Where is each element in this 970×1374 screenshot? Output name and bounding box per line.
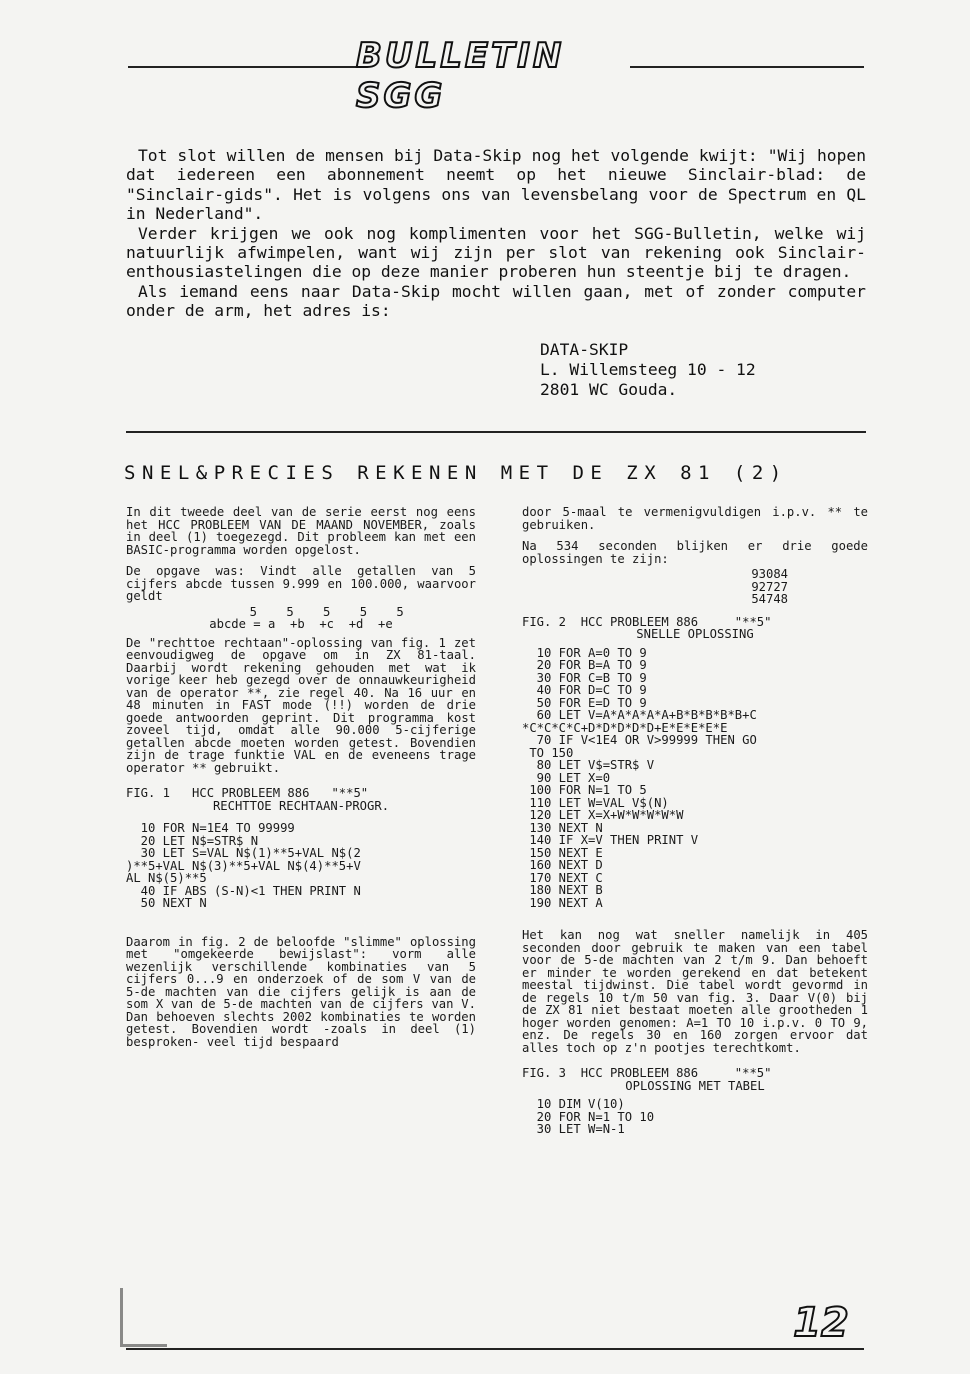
article-title: SNEL&PRECIES REKENEN MET DE ZX 81 (2) <box>124 462 788 484</box>
figure-caption: FIG. 1 HCC PROBLEEM 886 "**5" <box>126 786 369 800</box>
article-paragraph: De "rechttoe rechtaan"-oplossing van fig. 1 zet eenvoudigweg de opgave om in ZX 81-taal. Daarbij wordt rekening gehouden met wat ik vorige keer heb gezegd over de onnauwkeurigheid van de operator **, zie regel 40. Na 16 uur en 48 minuten in FAST mode (!!) worden de drie goede antwoorden geprint. Dit programma kost zoveel tijd, omdat alle 90.000 5-cijferige getallen abcde moeten worden getest. Bovendien zijn de trage funktie VAL en de eveneens trage operator ** gebruikt. <box>126 635 476 775</box>
article-column-left <box>126 506 476 1051</box>
address-line: DATA-SKIP <box>540 340 629 359</box>
article-paragraph: Na 534 seconden blijken er drie goede oplossingen te zijn: <box>522 539 868 566</box>
article-paragraph: Daarom in fig. 2 de beloofde "slimme" oplossing met "omgekeerde bewijslast": vorm alle wezenlijk verschillende kombinaties van 5 cijfers 0...9 en onderzoek of de som V van de 5-de machten van die cijfers gelijk is aan de som X van de 5-de machten van de cijfers van V. Dan behoeven slechts 2002 kombinaties te worden getest. Bovendien wordt -zoals in deel (1) besproken- veel tijd bespaard <box>126 934 476 1049</box>
footer-decoration <box>120 1288 167 1347</box>
figure-subtitle: OPLOSSING MET TABEL <box>625 1078 765 1093</box>
bulletin-logo <box>356 36 630 116</box>
article-paragraph: door 5-maal te vermenigvuldigen i.p.v. ** te gebruiken. <box>522 505 868 532</box>
code-listing: 10 FOR A=0 TO 9 20 FOR B=A TO 9 30 FOR C=B TO 9 40 FOR D=C TO 9 50 FOR E=D TO 9 60 LET V=A*A*A*A*A+B*B*B*B*B+C *C*C*C*C+D*D*D*D*D+E*E*E*E*E 70 IF V<1E4 OR V>99999 THEN GO TO 150 80 LET V$=STR$ V 90 LET X=0 100 FOR N=1 TO 5 110 LET W=VAL V$(N) 120 LET X=X+W*W*W*W*W 130 NEXT N 140 IF X=V THEN PRINT V 150 NEXT E 160 NEXT D 170 NEXT C 180 NEXT B 190 NEXT A <box>522 645 757 910</box>
article-paragraph: Het kan nog wat sneller namelijk in 405 seconden door gebruik te maken van een tabel voor de 5-de machten van 2 t/m 9. Dan behoeft er minder te worden gerekend en dat betekent meestal tijdwinst. Die tabel wordt gevormd in de regels 10 t/m 50 van fig. 3. Daar V(0) bij de ZX 81 niet bestaat moeten alle grootheden 1 hoger worden genomen: A=1 TO 10 i.p.v. 0 TO 9, enz. De regels 30 en 160 zorgen ervoor dat alles toch op z'n pootjes terechtkomt. <box>522 928 868 1055</box>
code-listing: 10 FOR N=1E4 TO 99999 20 LET N$=STR$ N 30 LET S=VAL N$(1)**5+VAL N$(2 )**5+VAL N$(3)**5+VAL N$(4)**5+V AL N$(5)**5 40 IF ABS (S-N)<1 THEN PRINT N 50 NEXT N <box>126 821 361 910</box>
figure-caption: FIG. 2 HCC PROBLEEM 886 "**5" <box>522 614 772 629</box>
intro-paragraph-2: Verder krijgen we ook nog komplimenten voor het SGG-Bulletin, welke wij natuurlijk afwimpelen, want wij zijn per slot van rekening ook Sinclair-enthousiastelingen die op deze manier proberen hun steentje bij te dragen. <box>126 223 866 282</box>
code-listing: 10 DIM V(10) 20 FOR N=1 TO 10 30 LET W=N-1 <box>536 1097 655 1136</box>
figure-subtitle: SNELLE OPLOSSING <box>636 627 754 641</box>
figure-subtitle: RECHTTOE RECHTAAN-PROGR. <box>212 798 390 813</box>
solution-value: 92727 <box>751 579 788 594</box>
section-divider <box>126 431 866 433</box>
address-line: L. Willemsteeg 10 - 12 <box>540 360 756 379</box>
intro-text <box>126 146 866 321</box>
address-block <box>540 340 756 400</box>
formula: abcde = a +b +c +d +e <box>209 617 393 631</box>
solution-value: 93084 <box>751 567 788 581</box>
intro-paragraph-3: Als iemand eens naar Data-Skip mocht willen gaan, met of zonder computer onder de arm, het adres is: <box>126 281 866 321</box>
solution-value: 54748 <box>751 592 788 606</box>
article-column-right <box>522 506 868 1136</box>
formula-exponents: 5 5 5 5 5 <box>198 604 404 619</box>
page-number: 12 <box>793 1300 849 1346</box>
intro-paragraph-1: Tot slot willen de mensen bij Data-Skip nog het volgende kwijt: "Wij hopen dat iedereen een abonnement neemt op het nieuwe Sinclair-blad: de "Sinclair-gids". Het is volgens ons van levensbelang voor de Spectrum en QL in Nederland". <box>126 146 866 224</box>
footer-rule <box>126 1348 864 1350</box>
article-paragraph: De opgave was: Vindt alle getallen van 5 cijfers abcde tussen 9.999 en 100.000, waarvoor geldt <box>126 564 476 603</box>
article-paragraph: In dit tweede deel van de serie eerst nog eens het HCC PROBLEEM VAN DE MAAND NOVEMBER, zoals in deel (1) toegezegd. Dit probleem kan met een BASIC-programma worden opgelost. <box>126 505 476 557</box>
logo-text: BULLETIN SGG <box>356 36 565 116</box>
address-line: 2801 WC Gouda. <box>540 380 678 399</box>
figure-caption: FIG. 3 HCC PROBLEEM 886 "**5" <box>522 1066 772 1080</box>
